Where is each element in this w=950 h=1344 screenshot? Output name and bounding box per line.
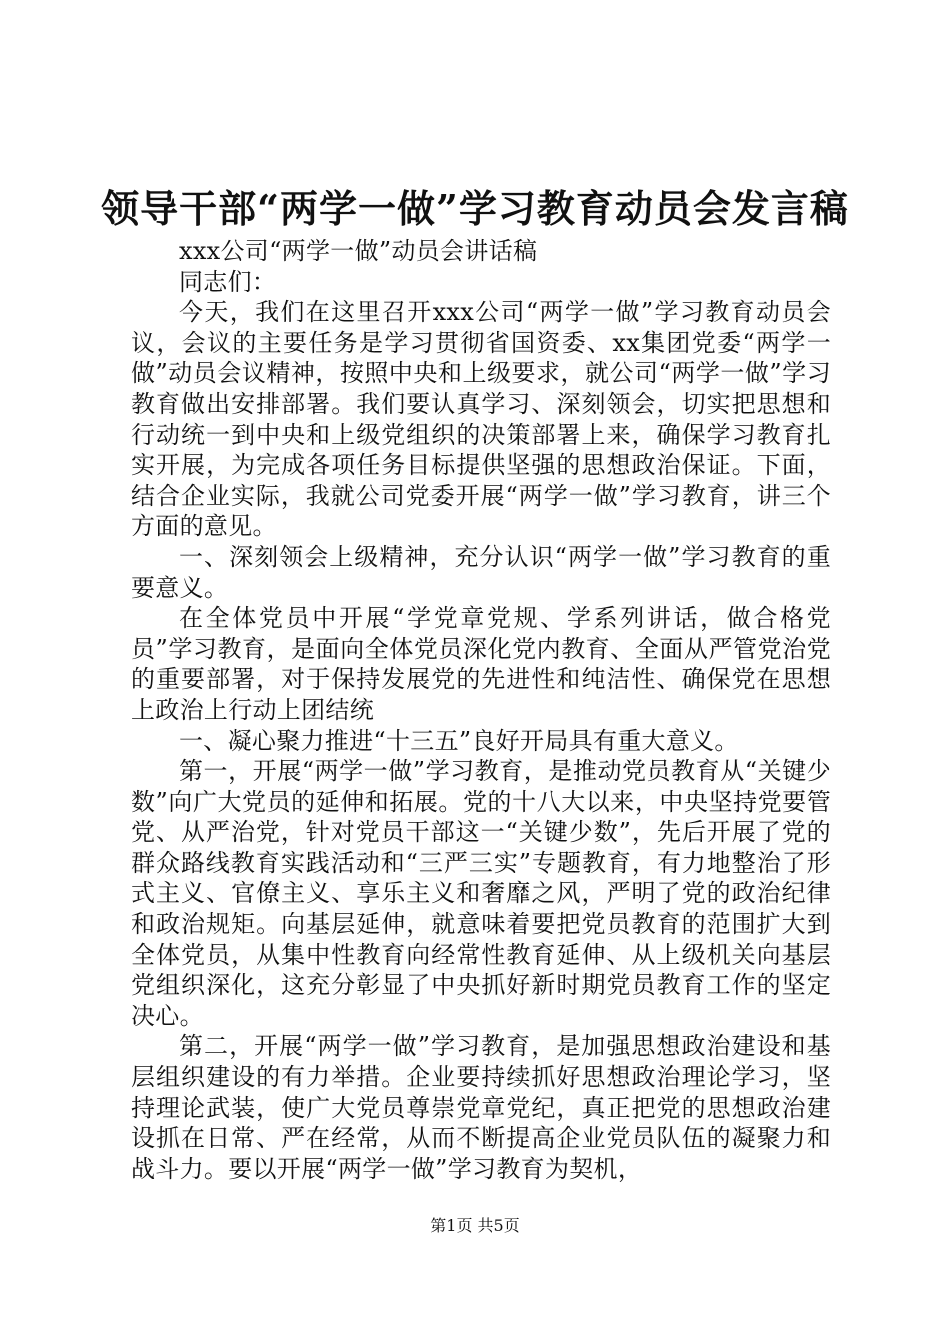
page-number-footer: 第1页 共5页: [430, 1216, 520, 1235]
body-paragraph: 第一，开展“两学一做”学习教育，是推动党员教育从“关键少数”向广大党员的延伸和拓展。党的十八大以来，中央坚持党要管党、从严治党，针对党员干部这一“关键少数”，先后开展了党的群众路线教育实践活动和“三严三实”专题教育，有力地整治了形式主义、官僚主义、享乐主义和奢靡之风，严明了党的政治纪律和政治规矩。向基层延伸，就意味着要把党员教育的范围扩大到全体党员，从集中性教育向经常性教育延伸、从上级机关向基层党组织深化，这充分彰显了中央抓好新时期党员教育工作的坚定决心。: [131, 757, 831, 1030]
body-paragraph: 第二，开展“两学一做”学习教育，是加强思想政治建设和基层组织建设的有力举措。企业要持续抓好思想政治理论学习，坚持理论武装，使广大党员尊崇党章党纪，真正把党的思想政治建设抓在日常、严在经常，从而不断提高企业党员队伍的凝聚力和战斗力。要以开展“两学一做”学习教育为契机，: [131, 1032, 831, 1183]
body-paragraph: 在全体党员中开展“学党章党规、学系列讲话，做合格党员”学习教育，是面向全体党员深化党内教育、全面从严管党治党的重要部署，对于保持发展党的先进性和纯洁性、确保党在思想上政治上行动上团结统: [131, 604, 831, 724]
body-paragraph: xxx公司“两学一做”动员会讲话稿: [179, 237, 538, 265]
body-paragraph: 今天，我们在这里召开xxx公司“两学一做”学习教育动员会议，会议的主要任务是学习贯彻省国资委、xx集团党委“两学一做”动员会议精神，按照中央和上级要求，就公司“两学一做”学习教育做出安排部署。我们要认真学习、深刻领会，切实把思想和行动统一到中央和上级党组织的决策部署上来，确保学习教育扎实开展，为完成各项任务目标提供坚强的思想政治保证。下面，结合企业实际，我就公司党委开展“两学一做”学习教育，讲三个方面的意见。: [131, 298, 831, 541]
body-paragraph: 一、凝心聚力推进“十三五”良好开局具有重大意义。: [179, 726, 739, 755]
body-paragraph: 同志们：: [179, 267, 277, 296]
document-body: [131, 236, 831, 1184]
document-title: 领导干部“两学一做”学习教育动员会发言稿: [101, 186, 849, 231]
section-heading: 一、深刻领会上级精神，充分认识“两学一做”学习教育的重要意义。: [131, 542, 831, 602]
